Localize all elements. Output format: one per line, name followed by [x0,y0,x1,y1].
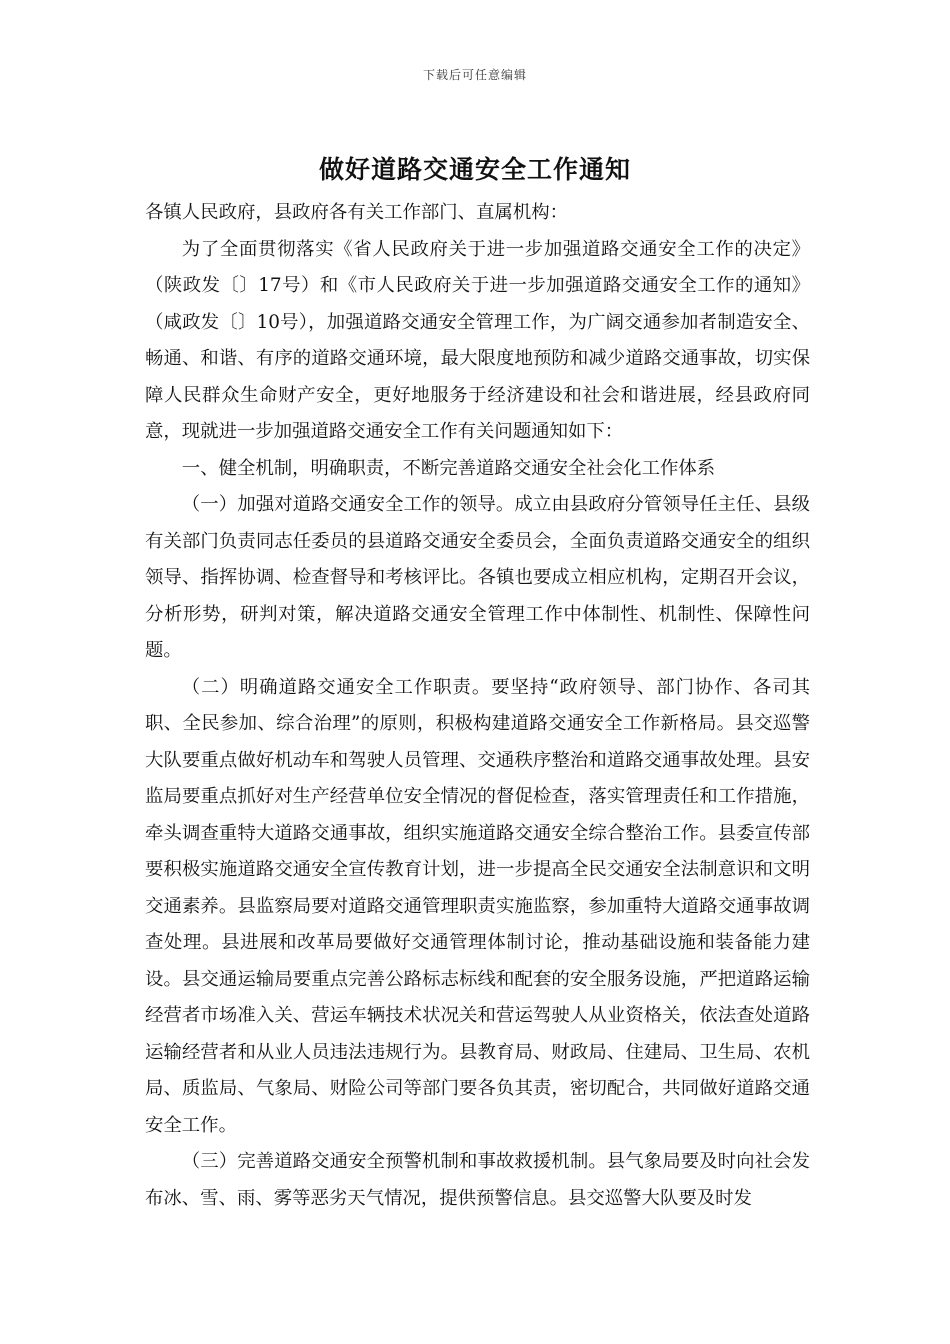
paragraph-item-1: （一）加强对道路交通安全工作的领导。成立由县政府分管领导任主任、县级有关部门负责同志任委员的县道路交通安全委员会，全面负责道路交通安全的组织领导、指挥协调、检查督导和考核评比。各镇也要成立相应机构，定期召开会议，分析形势，研判对策，解决道路交通安全管理工作中体制性、机制性、保障性问题。 [145,494,810,661]
paragraph-item-2: （二）明确道路交通安全工作职责。要坚持“政府领导、部门协作、各司其职、全民参加、综合治理”的原则，积极构建道路交通安全工作新格局。县交巡警大队要重点做好机动车和驾驶人员管理、交通秩序整治和道路交通事故处理。县安监局要重点抓好对生产经营单位安全情况的督促检查，落实管理责任和工作措施，牵头调查重特大道路交通事故，组织实施道路交通安全综合整治工作。县委宣传部要积极实施道路交通安全宣传教育计划，进一步提高全民交通安全法制意识和文明交通素养。县监察局要对道路交通管理职责实施监察，参加重特大道路交通事故调查处理。县进展和改革局要做好交通管理体制讨论，推动基础设施和装备能力建设。县交通运输局要重点完善公路标志标线和配套的安全服务设施，严把道路运输经营者市场准入关、营运车辆技术状况关和营运驾驶人从业资格关，依法查处道路运输经营者和从业人员违法违规行为。县教育局、财政局、住建局、卫生局、农机局、质监局、气象局、财险公司等部门要各负其责，密切配合，共同做好道路交通安全工作。 [145,676,810,1136]
document-title: 做好道路交通安全工作通知 [318,155,631,184]
salutation: 各镇人民政府，县政府各有关工作部门、直属机构： [145,202,568,223]
paragraph-intro: 为了全面贯彻落实《省人民政府关于进一步加强道路交通安全工作的决定》（陕政发〔〕17号）和《市人民政府关于进一步加强道路交通安全工作的通知》（咸政发〔〕10号），加强道路交通安全管理工作，为广阔交通参加者制造安全、畅通、和谐、有序的道路交通环境，最大限度地预防和减少道路交通事故，切实保障人民群众生命财产安全，更好地服务于经济建设和社会和谐进展，经县政府同意，现就进一步加强道路交通安全工作有关问题通知如下： [145,238,810,442]
document-body [145,195,810,1217]
header-note: 下载后可任意编辑 [422,68,527,82]
section-heading-1: 一、健全机制，明确职责，不断完善道路交通安全社会化工作体系 [181,457,716,479]
paragraph-item-3: （三）完善道路交通安全预警机制和事故救援机制。县气象局要及时向社会发布冰、雪、雨、雾等恶劣天气情况，提供预警信息。县交巡警大队要及时发 [145,1151,810,1209]
